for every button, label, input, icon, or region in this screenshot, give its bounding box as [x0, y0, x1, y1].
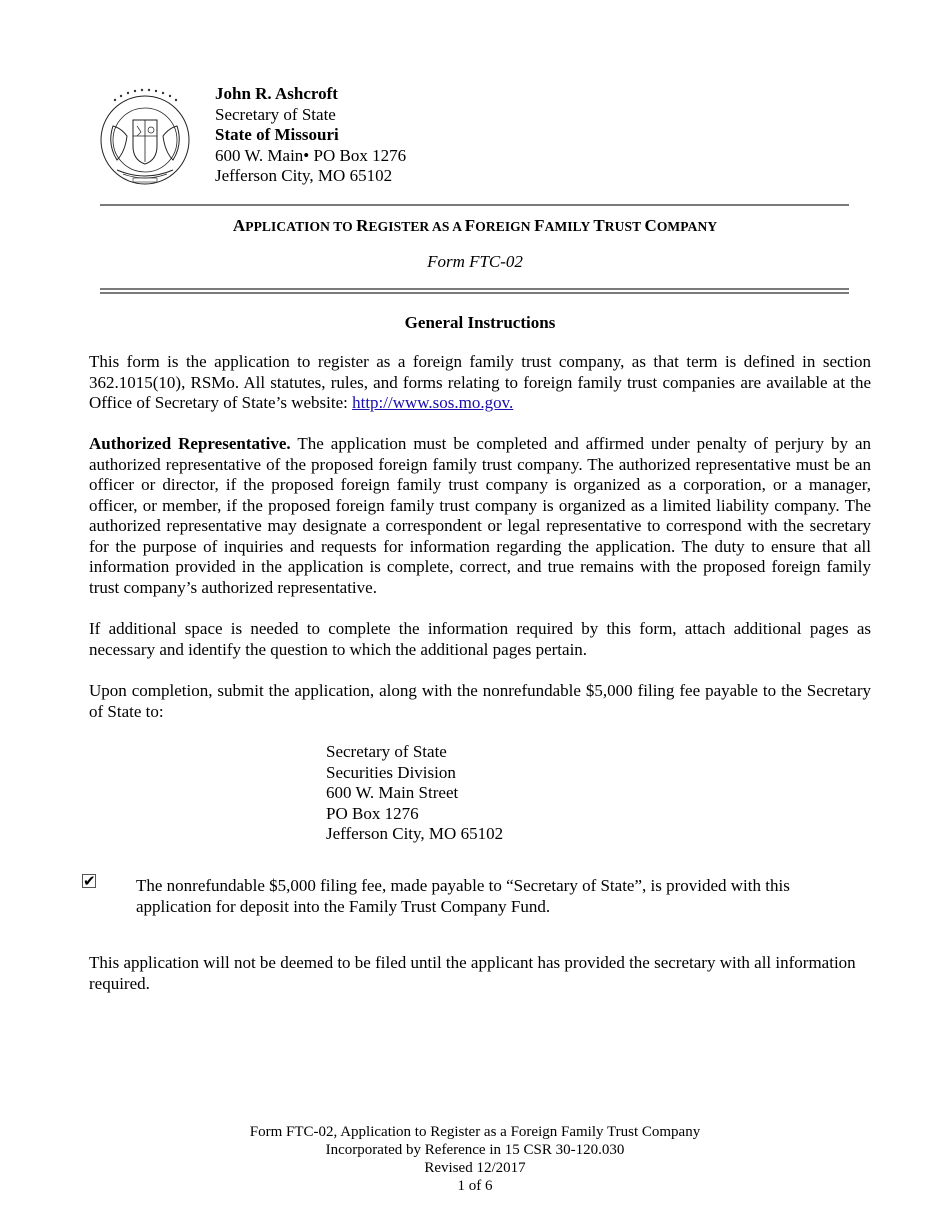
official-title: Secretary of State [215, 104, 336, 124]
title-part: R [356, 216, 369, 235]
title-part: OREIGN [475, 219, 535, 234]
footer-revision: Revised 12/2017 [424, 1160, 526, 1176]
filing-fee-checkbox[interactable]: ✔ [83, 872, 96, 890]
intro-paragraph [89, 352, 871, 414]
sos-website-link[interactable]: http://www.sos.mo.gov. [352, 393, 514, 412]
authorized-representative-heading: Authorized Representative. [89, 434, 291, 453]
title-divider-upper [100, 288, 849, 290]
title-divider-lower [100, 292, 849, 294]
page-number: 1 of 6 [457, 1178, 493, 1194]
state-name: State of Missouri [215, 125, 339, 144]
title-part: F [534, 216, 545, 235]
footer-reference: Incorporated by Reference in 15 CSR 30-120.030 [325, 1142, 625, 1158]
office-address: 600 W. Main• PO Box 1276 [215, 145, 407, 165]
title-part: OMPANY [656, 219, 718, 234]
filing-notice: This application will not be deemed to be filed until the applicant has provided the secretary with all information required. [89, 953, 856, 993]
official-name: John R. Ashcroft [215, 84, 338, 103]
title-part: EGISTER AS A [368, 219, 465, 234]
title-part: F [464, 216, 476, 235]
authorized-representative-text: The application must be completed and affirmed under penalty of perjury by an authorized representative of the proposed foreign family trust company. The authorized representative must be an officer or director, if the proposed foreign family trust company is organized as a corporation, or a manager, officer, or member, if the proposed foreign family trust company is organized as a limited liability company. The authorized representative may designate a correspondent or legal representative to correspond with the secretary for the purpose of inquiries and requests for information regarding the application. The duty to ensure that all information provided in the application is complete, correct, and true remains with the proposed foreign family trust company’s authorized representative. [89, 434, 871, 597]
footer-form-name: Form FTC-02, Application to Register as a Foreign Family Trust Company [249, 1124, 701, 1140]
form-number: Form FTC-02 [427, 252, 523, 271]
title-part: PPLICATION TO [245, 219, 357, 234]
letterhead [215, 84, 406, 187]
title-part: C [644, 216, 657, 235]
authorized-representative-paragraph [89, 434, 871, 598]
missouri-state-seal-icon [93, 86, 197, 190]
intro-text: This form is the application to register as a foreign family trust company, as that term is defined in section 362.1015(10), RSMo. All statutes, rules, and forms relating to foreign family trust companies are available at the Office of Secretary of State’s website: [89, 352, 871, 412]
additional-space-paragraph: If additional space is needed to complete the information required by this form, attach additional pages as necessary and identify the question to which the additional pages pertain. [89, 619, 871, 659]
page-footer [0, 1123, 950, 1195]
submit-paragraph: Upon completion, submit the application, along with the nonrefundable $5,000 filing fee payable to the Secretary of State to: [89, 681, 871, 721]
filing-fee-statement: The nonrefundable $5,000 filing fee, made payable to “Secretary of State”, is provided with this application for deposit into the Family Trust Company Fund. [136, 876, 790, 916]
address-line: Secretary of State [326, 742, 447, 761]
address-line: Jefferson City, MO 65102 [326, 824, 504, 843]
header-divider [100, 204, 849, 206]
title-part: AMILY [544, 219, 594, 234]
address-line: Securities Division [326, 762, 456, 782]
submit-address [326, 742, 503, 845]
office-city: Jefferson City, MO 65102 [215, 166, 393, 185]
title-part: RUST [604, 219, 645, 234]
form-title [0, 216, 950, 236]
title-part: A [232, 216, 246, 235]
address-line: 600 W. Main Street [326, 783, 459, 802]
instructions-heading: General Instructions [404, 313, 556, 332]
address-line: PO Box 1276 [326, 803, 419, 823]
title-part: T [593, 216, 605, 235]
